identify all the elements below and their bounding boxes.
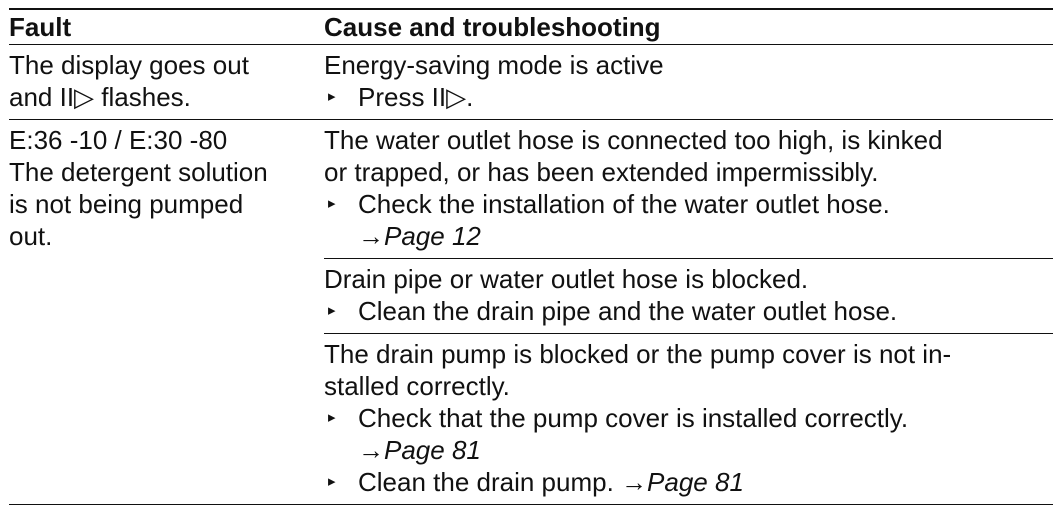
cause-block (324, 120, 1053, 258)
fault-text-line: out. (9, 221, 53, 251)
table-row (9, 120, 1053, 504)
action-label: Check that the pump cover is installed correctly. (358, 403, 909, 433)
cause-cell (324, 120, 1053, 504)
page-ref-arrow-icon: → (358, 221, 384, 251)
cause-text-line: Drain pipe or water outlet hose is blocked. (324, 264, 809, 294)
bullet-arrow-icon: ▸ (328, 473, 336, 490)
fault-cell (9, 45, 312, 119)
bullet-arrow-icon: ▸ (328, 88, 336, 105)
action-text (358, 188, 890, 220)
page-reference-link[interactable]: Page 12 (384, 221, 481, 251)
cause-text-line: or trapped, or has been extended impermissibly. (324, 157, 879, 187)
header-fault: Fault (9, 12, 72, 42)
header-cause: Cause and troubleshooting (324, 12, 661, 42)
troubleshooting-table (9, 8, 1053, 505)
cause-cell (324, 45, 1053, 119)
page-reference-link[interactable]: Page 81 (384, 435, 481, 465)
action-text (358, 402, 908, 434)
bullet-arrow-icon: ▸ (328, 195, 336, 212)
action-text (358, 81, 473, 113)
fault-text-line: is not being pumped (9, 189, 244, 219)
page-reference-line (324, 220, 1053, 252)
table-header-row (9, 10, 1053, 44)
cause-block (324, 259, 1053, 333)
action-text (358, 295, 897, 327)
cause-text-line: The drain pump is blocked or the pump cover is not in- (324, 339, 952, 369)
cause-block (324, 334, 1053, 504)
row-rule (9, 504, 1053, 505)
table-row (9, 45, 1053, 119)
table-body (9, 45, 1053, 505)
fault-text-line: The display goes out (9, 50, 249, 80)
fault-text-line: E:36 -10 / E:30 -80 (9, 125, 228, 155)
action-label: Press II▷. (358, 82, 474, 112)
fault-cell (9, 120, 312, 504)
action-label: Clean the drain pump. (358, 467, 622, 497)
page-ref-arrow-icon: → (621, 467, 648, 497)
fault-text-line: The detergent solution (9, 157, 268, 187)
action-bullet (324, 188, 1053, 220)
page-ref-arrow-icon: → (358, 435, 384, 465)
page-reference-link[interactable]: Page 81 (647, 467, 744, 497)
cause-text-line: The water outlet hose is connected too high, is kinked (324, 125, 943, 155)
page-reference-line (324, 434, 1053, 466)
action-bullet (324, 402, 1053, 434)
action-label: Clean the drain pipe and the water outlet hose. (358, 296, 898, 326)
action-label: Check the installation of the water outlet hose. (358, 189, 890, 219)
action-bullet (324, 295, 1053, 327)
action-bullet (324, 81, 1053, 113)
cause-block (324, 45, 1053, 119)
action-text (358, 466, 744, 498)
cause-text-line: stalled correctly. (324, 371, 510, 401)
fault-text-line: and II▷ flashes. (9, 82, 191, 112)
bullet-arrow-icon: ▸ (328, 302, 336, 319)
action-bullet (324, 466, 1053, 498)
bullet-arrow-icon: ▸ (328, 409, 336, 426)
cause-text-line: Energy-saving mode is active (324, 50, 664, 80)
